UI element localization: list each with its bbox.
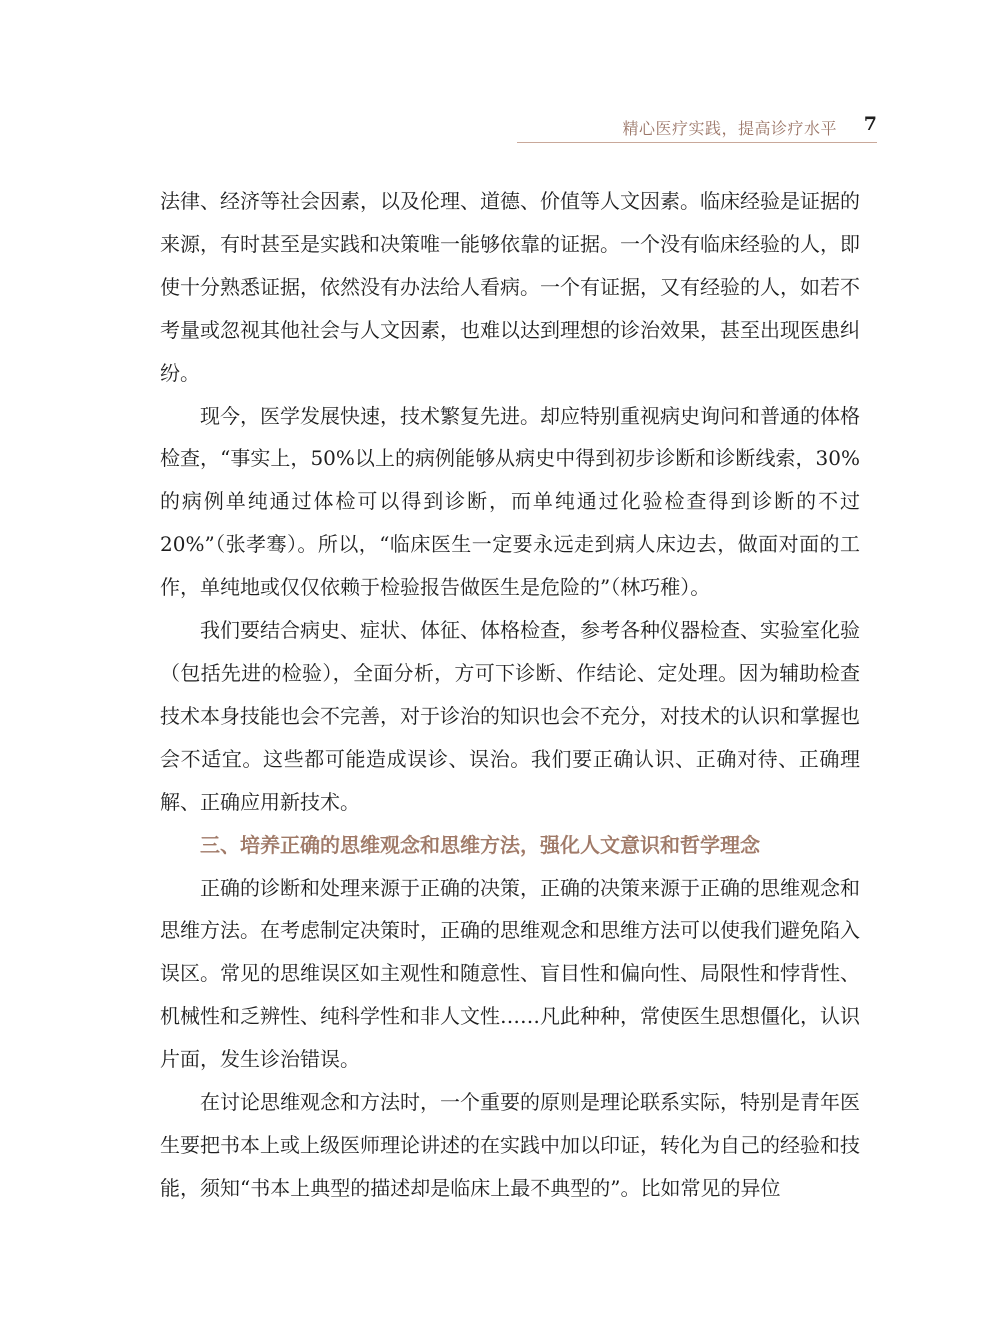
paragraph-continuation: 法律、经济等社会因素，以及伦理、道德、价值等人文因素。临床经验是证据的来源，有时甚至是实践和决策唯一能够依靠的证据。一个没有临床经验的人，即使十分熟悉证据，依然没有办法给人看病。一个有证据，又有经验的人，如若不考量或忽视其他社会与人文因素，也难以达到理想的诊治效果，甚至出现医患纠纷。 (160, 189, 860, 385)
paragraph: 在讨论思维观念和方法时，一个重要的原则是理论联系实际，特别是青年医生要把书本上或上级医师理论讲述的在实践中加以印证，转化为自己的经验和技能，须知“书本上典型的描述却是临床上最不典型的”。比如常见的异位 (160, 1090, 860, 1200)
section-heading: 三、培养正确的思维观念和思维方法，强化人文意识和哲学理念 (200, 832, 760, 857)
header-title: 精心医疗实践，提高诊疗水平 (622, 119, 837, 138)
paragraph: 我们要结合病史、症状、体征、体格检查，参考各种仪器检查、实验室化验（包括先进的检验），全面分析，方可下诊断、作结论、定处理。因为辅助检查技术本身技能也会不完善，对于诊治的知识也会不充分，对技术的认识和掌握也会不适宜。这些都可能造成误诊、误治。我们要正确认识、正确对待、正确理解、正确应用新技术。 (160, 618, 860, 814)
page-number: 7 (863, 113, 877, 135)
body-text (160, 180, 860, 1210)
paragraph: 正确的诊断和处理来源于正确的决策，正确的决策来源于正确的思维观念和思维方法。在考虑制定决策时，正确的思维观念和思维方法可以使我们避免陷入误区。常见的思维误区如主观性和随意性、盲目性和偏向性、局限性和悖背性、机械性和乏辨性、纯科学性和非人文性……凡此种种，常使医生思想僵化，认识片面，发生诊治错误。 (160, 875, 860, 1072)
running-header (517, 110, 877, 143)
paragraph: 现今，医学发展快速，技术繁复先进。却应特别重视病史询问和普通的体格检查，“事实上，50%以上的病例能够从病史中得到初步诊断和诊断线索，30%的病例单纯通过体检可以得到诊断，而单纯通过化验检查得到诊断的不过20%”（张孝骞）。所以，“临床医生一定要永远走到病人床边去，做面对面的工作，单纯地或仅仅依赖于检验报告做医生是危险的”（林巧稚）。 (160, 403, 860, 600)
